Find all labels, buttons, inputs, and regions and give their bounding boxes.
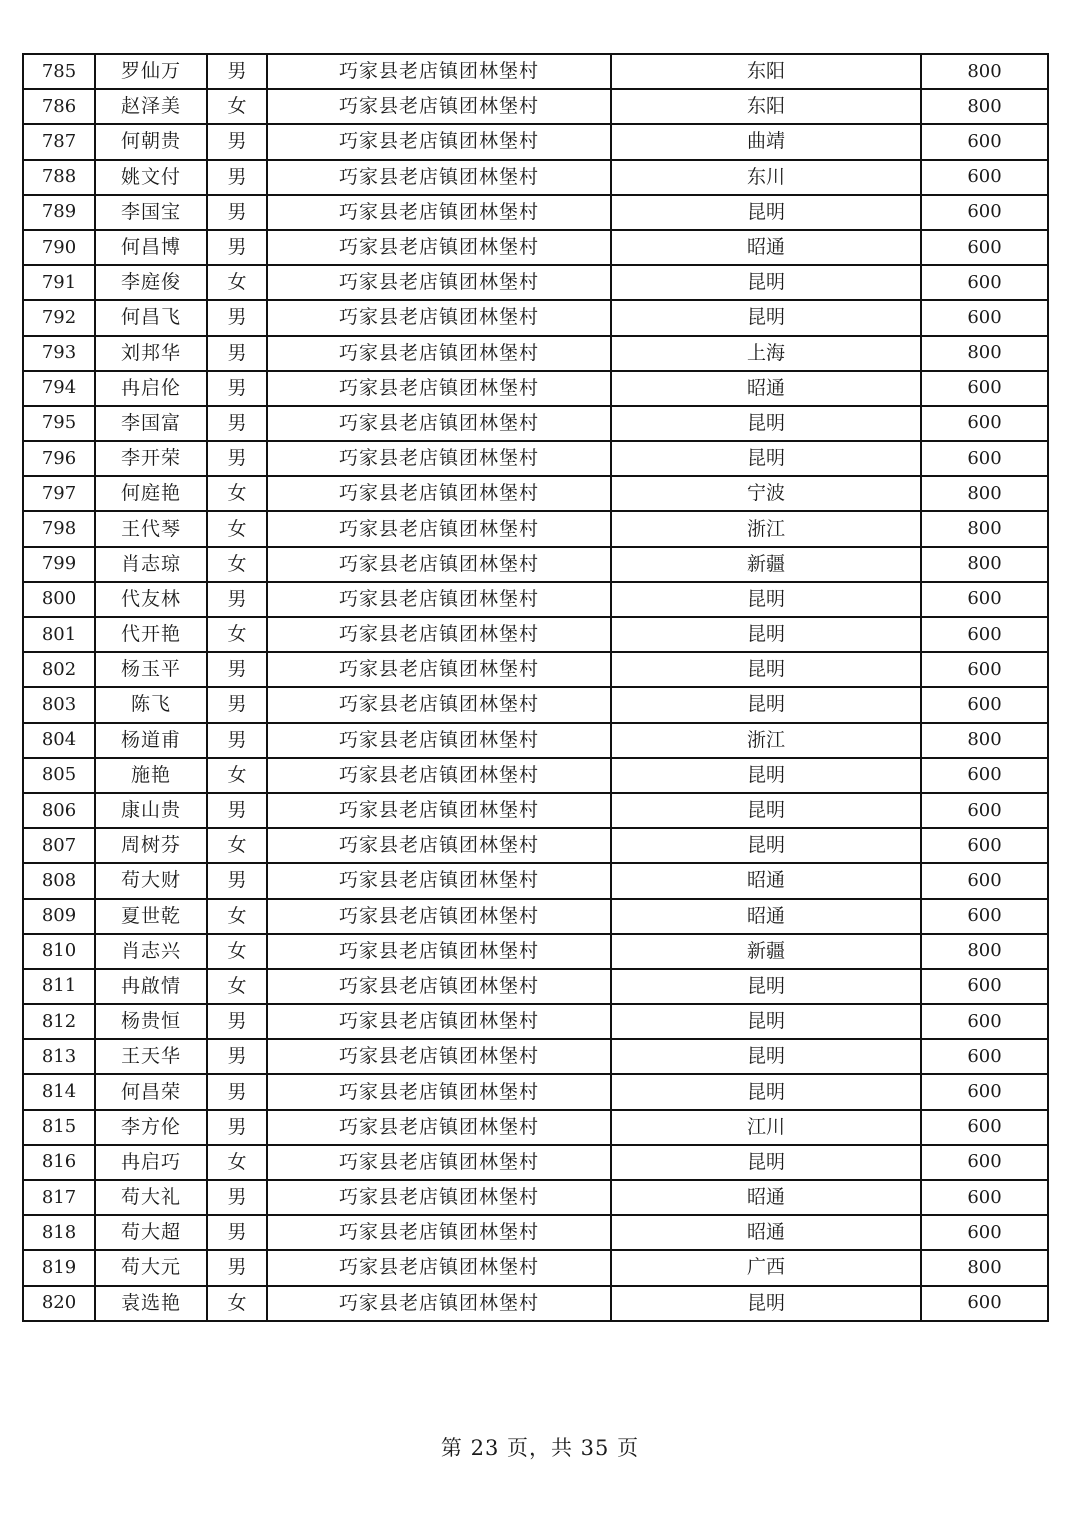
- destination-cell: 昆明: [611, 1286, 921, 1321]
- name-cell: 杨道甫: [95, 723, 207, 758]
- destination-cell: 浙江: [611, 723, 921, 758]
- gender-cell: 男: [207, 54, 267, 89]
- row-number-cell: 807: [23, 828, 95, 863]
- amount-cell: 600: [921, 793, 1048, 828]
- gender-cell: 女: [207, 1145, 267, 1180]
- address-cell: 巧家县老店镇团林堡村: [267, 300, 611, 335]
- name-cell: 夏世乾: [95, 899, 207, 934]
- address-cell: 巧家县老店镇团林堡村: [267, 1039, 611, 1074]
- table-row: [23, 230, 1048, 265]
- name-cell: 苟大超: [95, 1215, 207, 1250]
- name-cell: 李开荣: [95, 441, 207, 476]
- destination-cell: 昆明: [611, 195, 921, 230]
- destination-cell: 新疆: [611, 547, 921, 582]
- address-cell: 巧家县老店镇团林堡村: [267, 863, 611, 898]
- destination-cell: 昭通: [611, 371, 921, 406]
- gender-cell: 男: [207, 793, 267, 828]
- name-cell: 罗仙万: [95, 54, 207, 89]
- name-cell: 刘邦华: [95, 336, 207, 371]
- amount-cell: 600: [921, 195, 1048, 230]
- name-cell: 何朝贵: [95, 124, 207, 159]
- amount-cell: 600: [921, 406, 1048, 441]
- table-row: [23, 723, 1048, 758]
- destination-cell: 上海: [611, 336, 921, 371]
- table-row: [23, 300, 1048, 335]
- name-cell: 王天华: [95, 1039, 207, 1074]
- destination-cell: 昆明: [611, 652, 921, 687]
- table-row: [23, 1004, 1048, 1039]
- row-number-cell: 792: [23, 300, 95, 335]
- row-number-cell: 818: [23, 1215, 95, 1250]
- row-number-cell: 786: [23, 89, 95, 124]
- table-row: [23, 828, 1048, 863]
- row-number-cell: 799: [23, 547, 95, 582]
- table-row: [23, 1250, 1048, 1285]
- table-row: [23, 89, 1048, 124]
- amount-cell: 600: [921, 300, 1048, 335]
- amount-cell: 800: [921, 1250, 1048, 1285]
- destination-cell: 昭通: [611, 899, 921, 934]
- gender-cell: 女: [207, 617, 267, 652]
- gender-cell: 男: [207, 1004, 267, 1039]
- destination-cell: 东川: [611, 160, 921, 195]
- row-number-cell: 789: [23, 195, 95, 230]
- name-cell: 何昌博: [95, 230, 207, 265]
- amount-cell: 800: [921, 336, 1048, 371]
- row-number-cell: 791: [23, 265, 95, 300]
- name-cell: 肖志兴: [95, 934, 207, 969]
- table-row: [23, 511, 1048, 546]
- name-cell: 肖志琼: [95, 547, 207, 582]
- amount-cell: 600: [921, 969, 1048, 1004]
- gender-cell: 女: [207, 1286, 267, 1321]
- name-cell: 王代琴: [95, 511, 207, 546]
- table-row: [23, 265, 1048, 300]
- table-row: [23, 582, 1048, 617]
- address-cell: 巧家县老店镇团林堡村: [267, 1110, 611, 1145]
- gender-cell: 男: [207, 230, 267, 265]
- name-cell: 何昌飞: [95, 300, 207, 335]
- amount-cell: 600: [921, 1110, 1048, 1145]
- row-number-cell: 812: [23, 1004, 95, 1039]
- address-cell: 巧家县老店镇团林堡村: [267, 89, 611, 124]
- destination-cell: 东阳: [611, 89, 921, 124]
- amount-cell: 600: [921, 1215, 1048, 1250]
- name-cell: 冉启伦: [95, 371, 207, 406]
- address-cell: 巧家县老店镇团林堡村: [267, 652, 611, 687]
- row-number-cell: 814: [23, 1074, 95, 1109]
- amount-cell: 600: [921, 230, 1048, 265]
- address-cell: 巧家县老店镇团林堡村: [267, 1286, 611, 1321]
- amount-cell: 600: [921, 758, 1048, 793]
- table-row: [23, 617, 1048, 652]
- address-cell: 巧家县老店镇团林堡村: [267, 934, 611, 969]
- address-cell: 巧家县老店镇团林堡村: [267, 547, 611, 582]
- amount-cell: 600: [921, 1074, 1048, 1109]
- amount-cell: 600: [921, 1145, 1048, 1180]
- row-number-cell: 815: [23, 1110, 95, 1145]
- amount-cell: 800: [921, 934, 1048, 969]
- name-cell: 何昌荣: [95, 1074, 207, 1109]
- table-row: [23, 863, 1048, 898]
- name-cell: 何庭艳: [95, 476, 207, 511]
- name-cell: 代友林: [95, 582, 207, 617]
- address-cell: 巧家县老店镇团林堡村: [267, 406, 611, 441]
- amount-cell: 600: [921, 124, 1048, 159]
- address-cell: 巧家县老店镇团林堡村: [267, 160, 611, 195]
- gender-cell: 男: [207, 863, 267, 898]
- row-number-cell: 819: [23, 1250, 95, 1285]
- destination-cell: 浙江: [611, 511, 921, 546]
- gender-cell: 男: [207, 124, 267, 159]
- gender-cell: 男: [207, 336, 267, 371]
- row-number-cell: 808: [23, 863, 95, 898]
- destination-cell: 昆明: [611, 265, 921, 300]
- gender-cell: 女: [207, 89, 267, 124]
- gender-cell: 男: [207, 582, 267, 617]
- table-row: [23, 1180, 1048, 1215]
- table-row: [23, 1286, 1048, 1321]
- table-row: [23, 1110, 1048, 1145]
- address-cell: 巧家县老店镇团林堡村: [267, 723, 611, 758]
- address-cell: 巧家县老店镇团林堡村: [267, 1004, 611, 1039]
- destination-cell: 昭通: [611, 1215, 921, 1250]
- name-cell: 李庭俊: [95, 265, 207, 300]
- name-cell: 苟大礼: [95, 1180, 207, 1215]
- row-number-cell: 811: [23, 969, 95, 1004]
- name-cell: 李国宝: [95, 195, 207, 230]
- table-row: [23, 1074, 1048, 1109]
- gender-cell: 男: [207, 652, 267, 687]
- amount-cell: 600: [921, 265, 1048, 300]
- row-number-cell: 817: [23, 1180, 95, 1215]
- address-cell: 巧家县老店镇团林堡村: [267, 230, 611, 265]
- destination-cell: 东阳: [611, 54, 921, 89]
- amount-cell: 800: [921, 511, 1048, 546]
- gender-cell: 女: [207, 476, 267, 511]
- amount-cell: 600: [921, 863, 1048, 898]
- address-cell: 巧家县老店镇团林堡村: [267, 582, 611, 617]
- gender-cell: 男: [207, 406, 267, 441]
- destination-cell: 曲靖: [611, 124, 921, 159]
- address-cell: 巧家县老店镇团林堡村: [267, 1074, 611, 1109]
- address-cell: 巧家县老店镇团林堡村: [267, 1180, 611, 1215]
- gender-cell: 女: [207, 758, 267, 793]
- gender-cell: 女: [207, 934, 267, 969]
- table-row: [23, 476, 1048, 511]
- destination-cell: 昆明: [611, 828, 921, 863]
- destination-cell: 昆明: [611, 441, 921, 476]
- destination-cell: 昆明: [611, 1004, 921, 1039]
- address-cell: 巧家县老店镇团林堡村: [267, 1215, 611, 1250]
- destination-cell: 昆明: [611, 617, 921, 652]
- amount-cell: 600: [921, 1286, 1048, 1321]
- destination-cell: 昆明: [611, 582, 921, 617]
- gender-cell: 男: [207, 371, 267, 406]
- address-cell: 巧家县老店镇团林堡村: [267, 124, 611, 159]
- amount-cell: 600: [921, 1004, 1048, 1039]
- destination-cell: 昆明: [611, 1074, 921, 1109]
- destination-cell: 昆明: [611, 1145, 921, 1180]
- table-row: [23, 195, 1048, 230]
- row-number-cell: 816: [23, 1145, 95, 1180]
- name-cell: 陈飞: [95, 687, 207, 722]
- row-number-cell: 796: [23, 441, 95, 476]
- gender-cell: 女: [207, 969, 267, 1004]
- gender-cell: 男: [207, 441, 267, 476]
- address-cell: 巧家县老店镇团林堡村: [267, 441, 611, 476]
- table-row: [23, 758, 1048, 793]
- row-number-cell: 803: [23, 687, 95, 722]
- name-cell: 杨贵恒: [95, 1004, 207, 1039]
- address-cell: 巧家县老店镇团林堡村: [267, 969, 611, 1004]
- address-cell: 巧家县老店镇团林堡村: [267, 195, 611, 230]
- name-cell: 康山贵: [95, 793, 207, 828]
- destination-cell: 昭通: [611, 230, 921, 265]
- destination-cell: 广西: [611, 1250, 921, 1285]
- address-cell: 巧家县老店镇团林堡村: [267, 371, 611, 406]
- destination-cell: 昆明: [611, 300, 921, 335]
- table-row: [23, 793, 1048, 828]
- gender-cell: 男: [207, 687, 267, 722]
- address-cell: 巧家县老店镇团林堡村: [267, 617, 611, 652]
- address-cell: 巧家县老店镇团林堡村: [267, 265, 611, 300]
- roster-table: [22, 53, 1049, 1322]
- name-cell: 李方伦: [95, 1110, 207, 1145]
- destination-cell: 昆明: [611, 1039, 921, 1074]
- gender-cell: 男: [207, 723, 267, 758]
- gender-cell: 女: [207, 899, 267, 934]
- destination-cell: 新疆: [611, 934, 921, 969]
- row-number-cell: 801: [23, 617, 95, 652]
- row-number-cell: 806: [23, 793, 95, 828]
- table-row: [23, 934, 1048, 969]
- destination-cell: 江川: [611, 1110, 921, 1145]
- gender-cell: 男: [207, 160, 267, 195]
- name-cell: 赵泽美: [95, 89, 207, 124]
- name-cell: 杨玉平: [95, 652, 207, 687]
- name-cell: 周树芬: [95, 828, 207, 863]
- amount-cell: 600: [921, 828, 1048, 863]
- destination-cell: 昆明: [611, 687, 921, 722]
- table-row: [23, 687, 1048, 722]
- address-cell: 巧家县老店镇团林堡村: [267, 336, 611, 371]
- gender-cell: 女: [207, 265, 267, 300]
- destination-cell: 宁波: [611, 476, 921, 511]
- gender-cell: 女: [207, 511, 267, 546]
- address-cell: 巧家县老店镇团林堡村: [267, 758, 611, 793]
- name-cell: 李国富: [95, 406, 207, 441]
- address-cell: 巧家县老店镇团林堡村: [267, 687, 611, 722]
- gender-cell: 男: [207, 1180, 267, 1215]
- row-number-cell: 794: [23, 371, 95, 406]
- destination-cell: 昆明: [611, 969, 921, 1004]
- gender-cell: 男: [207, 1039, 267, 1074]
- amount-cell: 600: [921, 687, 1048, 722]
- gender-cell: 男: [207, 1215, 267, 1250]
- row-number-cell: 813: [23, 1039, 95, 1074]
- destination-cell: 昆明: [611, 793, 921, 828]
- amount-cell: 600: [921, 1039, 1048, 1074]
- row-number-cell: 793: [23, 336, 95, 371]
- gender-cell: 男: [207, 1110, 267, 1145]
- table-row: [23, 1145, 1048, 1180]
- name-cell: 袁选艳: [95, 1286, 207, 1321]
- name-cell: 苟大财: [95, 863, 207, 898]
- address-cell: 巧家县老店镇团林堡村: [267, 828, 611, 863]
- row-number-cell: 787: [23, 124, 95, 159]
- table-row: [23, 371, 1048, 406]
- amount-cell: 600: [921, 160, 1048, 195]
- gender-cell: 女: [207, 828, 267, 863]
- destination-cell: 昆明: [611, 406, 921, 441]
- row-number-cell: 785: [23, 54, 95, 89]
- row-number-cell: 805: [23, 758, 95, 793]
- roster-table-body: [23, 54, 1048, 1321]
- amount-cell: 800: [921, 89, 1048, 124]
- amount-cell: 600: [921, 371, 1048, 406]
- row-number-cell: 800: [23, 582, 95, 617]
- row-number-cell: 795: [23, 406, 95, 441]
- table-row: [23, 336, 1048, 371]
- address-cell: 巧家县老店镇团林堡村: [267, 793, 611, 828]
- table-row: [23, 652, 1048, 687]
- row-number-cell: 788: [23, 160, 95, 195]
- amount-cell: 600: [921, 899, 1048, 934]
- address-cell: 巧家县老店镇团林堡村: [267, 511, 611, 546]
- destination-cell: 昭通: [611, 863, 921, 898]
- row-number-cell: 810: [23, 934, 95, 969]
- name-cell: 代开艳: [95, 617, 207, 652]
- amount-cell: 800: [921, 723, 1048, 758]
- row-number-cell: 802: [23, 652, 95, 687]
- name-cell: 冉启巧: [95, 1145, 207, 1180]
- amount-cell: 600: [921, 617, 1048, 652]
- table-row: [23, 547, 1048, 582]
- row-number-cell: 820: [23, 1286, 95, 1321]
- amount-cell: 600: [921, 1180, 1048, 1215]
- amount-cell: 600: [921, 441, 1048, 476]
- address-cell: 巧家县老店镇团林堡村: [267, 1145, 611, 1180]
- amount-cell: 600: [921, 652, 1048, 687]
- name-cell: 冉啟情: [95, 969, 207, 1004]
- address-cell: 巧家县老店镇团林堡村: [267, 1250, 611, 1285]
- gender-cell: 男: [207, 1074, 267, 1109]
- table-row: [23, 124, 1048, 159]
- address-cell: 巧家县老店镇团林堡村: [267, 476, 611, 511]
- row-number-cell: 809: [23, 899, 95, 934]
- table-row: [23, 1215, 1048, 1250]
- destination-cell: 昭通: [611, 1180, 921, 1215]
- row-number-cell: 804: [23, 723, 95, 758]
- row-number-cell: 797: [23, 476, 95, 511]
- destination-cell: 昆明: [611, 758, 921, 793]
- gender-cell: 男: [207, 1250, 267, 1285]
- table-row: [23, 406, 1048, 441]
- amount-cell: 800: [921, 547, 1048, 582]
- table-row: [23, 54, 1048, 89]
- table-row: [23, 160, 1048, 195]
- name-cell: 苟大元: [95, 1250, 207, 1285]
- amount-cell: 800: [921, 476, 1048, 511]
- address-cell: 巧家县老店镇团林堡村: [267, 54, 611, 89]
- gender-cell: 男: [207, 195, 267, 230]
- row-number-cell: 790: [23, 230, 95, 265]
- row-number-cell: 798: [23, 511, 95, 546]
- page-number: 第 23 页，共 35 页: [440, 1436, 640, 1460]
- table-row: [23, 441, 1048, 476]
- table-row: [23, 1039, 1048, 1074]
- name-cell: 姚文付: [95, 160, 207, 195]
- amount-cell: 800: [921, 54, 1048, 89]
- table-row: [23, 969, 1048, 1004]
- table-row: [23, 899, 1048, 934]
- gender-cell: 男: [207, 300, 267, 335]
- name-cell: 施艳: [95, 758, 207, 793]
- amount-cell: 600: [921, 582, 1048, 617]
- address-cell: 巧家县老店镇团林堡村: [267, 899, 611, 934]
- gender-cell: 女: [207, 547, 267, 582]
